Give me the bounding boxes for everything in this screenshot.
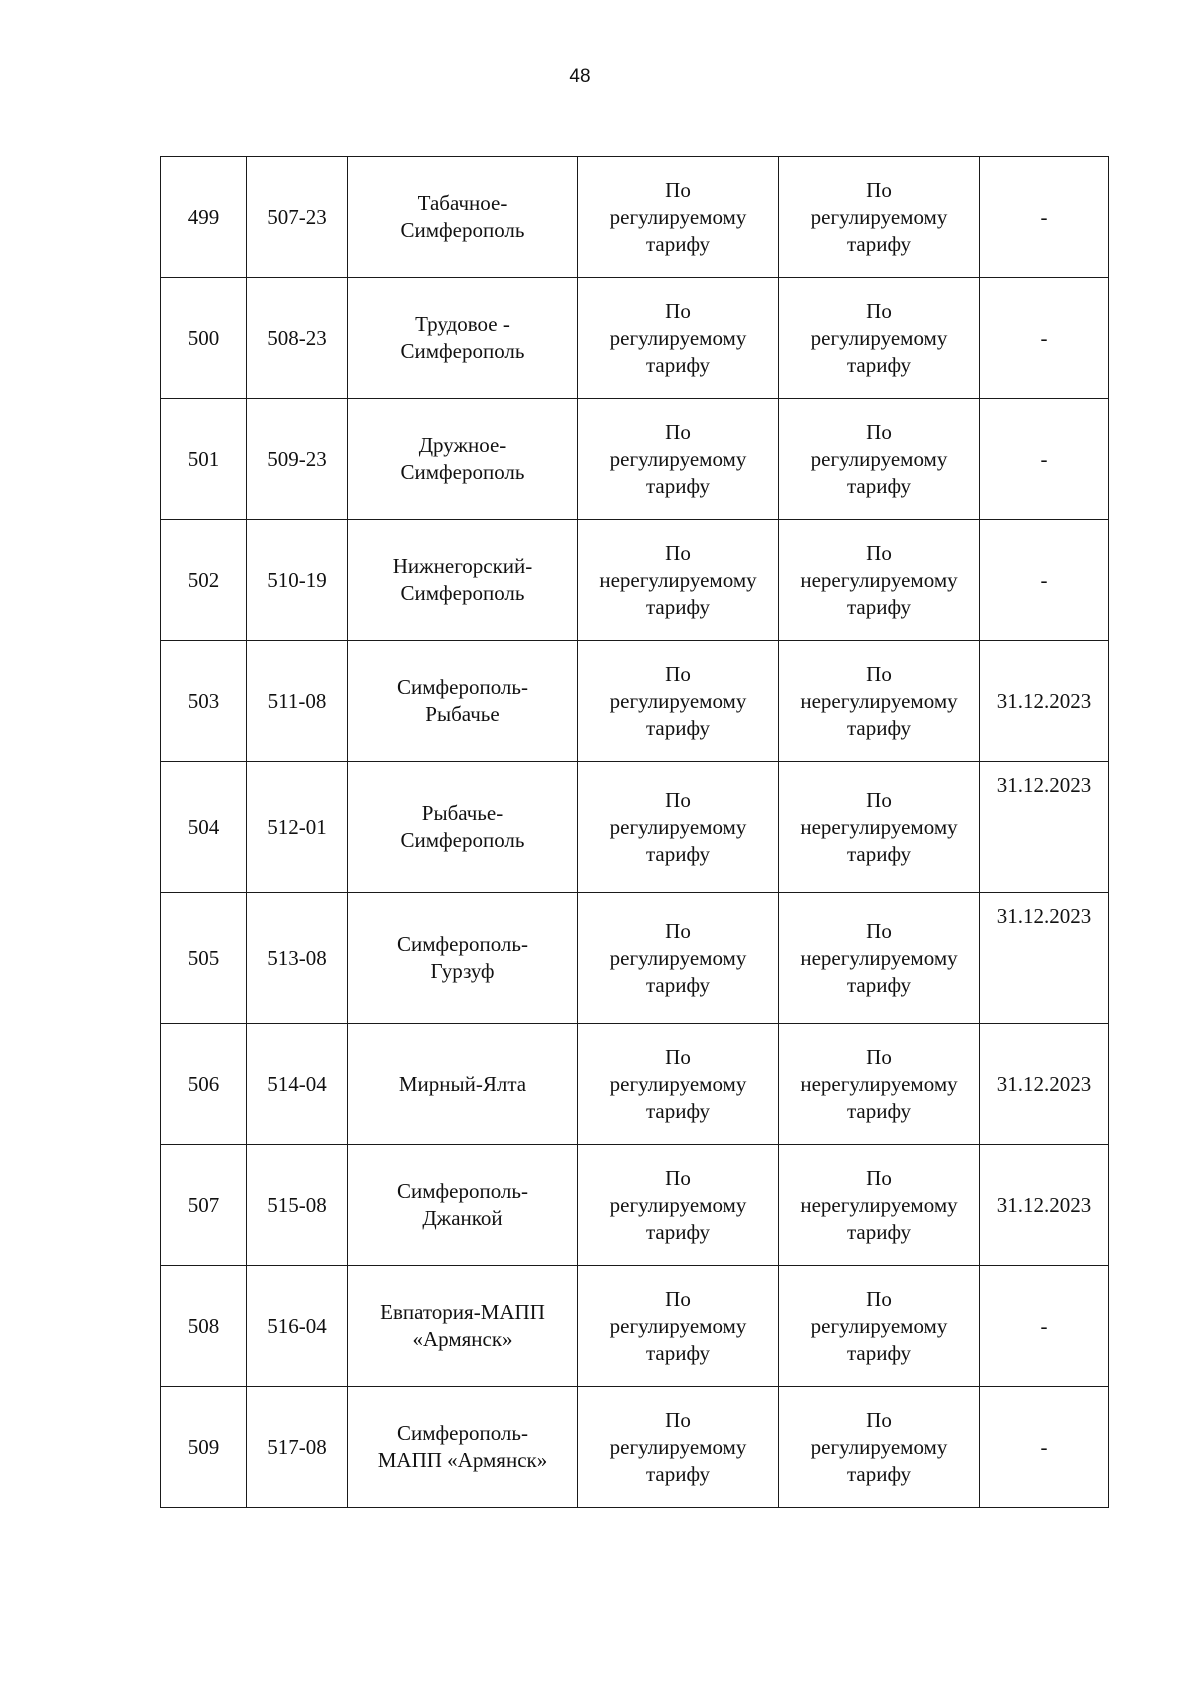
tariff-type-text: По регулируемому тарифу (609, 1044, 747, 1123)
route-code-text: 513-08 (267, 945, 327, 970)
tariff-type-text: По регулируемому тарифу (609, 918, 747, 997)
tariff-type-cell (779, 157, 980, 278)
end-date-cell (980, 1387, 1109, 1508)
tariff-type-cell (578, 641, 779, 762)
table-row (161, 641, 1109, 762)
route-code-text: 512-01 (267, 814, 327, 839)
route-name-text: Рыбачье- Симферополь (400, 801, 525, 852)
end-date-cell (980, 893, 1109, 1024)
row-number-cell (161, 278, 247, 399)
row-number-text: 504 (187, 814, 220, 839)
table-row (161, 893, 1109, 1024)
route-name-cell (348, 399, 578, 520)
route-code-cell (247, 520, 348, 641)
route-code-text: 511-08 (267, 688, 327, 713)
route-name-text: Нижнегорский- Симферополь (392, 554, 533, 605)
end-date-text: 31.12.2023 (996, 1071, 1092, 1096)
route-name-text: Симферополь- МАПП «Армянск» (377, 1421, 548, 1472)
table-row (161, 1145, 1109, 1266)
route-code-cell (247, 157, 348, 278)
end-date-cell (980, 520, 1109, 641)
row-number-text: 506 (187, 1071, 220, 1096)
route-code-text: 510-19 (267, 567, 327, 592)
tariff-type-cell (578, 1266, 779, 1387)
tariff-type-text: По нерегулируемому тарифу (800, 1044, 958, 1123)
row-number-text: 502 (187, 567, 220, 592)
tariff-type-cell (578, 893, 779, 1024)
tariff-type-cell (578, 1145, 779, 1266)
row-number-cell (161, 762, 247, 893)
tariff-type-text: По нерегулируемому тарифу (800, 918, 958, 997)
tariff-type-text: По нерегулируемому тарифу (800, 540, 958, 619)
row-number-cell (161, 1387, 247, 1508)
row-number-cell (161, 1266, 247, 1387)
route-name-cell (348, 520, 578, 641)
route-code-cell (247, 893, 348, 1024)
route-name-text: Табачное- Симферополь (400, 191, 525, 242)
route-name-cell (348, 157, 578, 278)
tariff-type-cell (779, 1145, 980, 1266)
tariff-type-cell (779, 520, 980, 641)
route-name-cell (348, 762, 578, 893)
tariff-type-cell (779, 1266, 980, 1387)
row-number-text: 499 (187, 204, 220, 229)
route-name-text: Трудовое - Симферополь (400, 312, 525, 363)
end-date-text: 31.12.2023 (996, 1192, 1092, 1217)
end-date-text: 31.12.2023 (996, 688, 1092, 713)
route-name-cell (348, 278, 578, 399)
row-number-text: 509 (187, 1434, 220, 1459)
tariff-type-text: По регулируемому тарифу (609, 787, 747, 866)
tariff-type-cell (779, 1387, 980, 1508)
end-date-cell (980, 1266, 1109, 1387)
end-date-cell (980, 641, 1109, 762)
route-name-text: Симферополь- Джанкой (397, 1179, 528, 1230)
row-number-cell (161, 520, 247, 641)
tariff-type-text: По регулируемому тарифу (609, 1407, 747, 1486)
table-row (161, 1266, 1109, 1387)
tariff-type-text: По регулируемому тарифу (609, 1165, 747, 1244)
tariff-type-text: По нерегулируемому тарифу (800, 1165, 958, 1244)
end-date-text: - (1040, 446, 1048, 471)
end-date-text: - (1040, 1434, 1048, 1459)
row-number-text: 501 (187, 446, 220, 471)
route-code-cell (247, 1387, 348, 1508)
tariff-type-cell (578, 1387, 779, 1508)
row-number-text: 505 (187, 945, 220, 970)
end-date-cell (980, 1145, 1109, 1266)
row-number-cell (161, 641, 247, 762)
route-code-cell (247, 1266, 348, 1387)
route-code-text: 517-08 (267, 1434, 327, 1459)
route-code-cell (247, 278, 348, 399)
route-name-text: Евпатория-МАПП «Армянск» (380, 1300, 545, 1351)
row-number-cell (161, 893, 247, 1024)
tariff-type-text: По регулируемому тарифу (609, 1286, 747, 1365)
route-code-text: 507-23 (267, 204, 327, 229)
route-code-text: 516-04 (267, 1313, 327, 1338)
tariff-type-cell (779, 1024, 980, 1145)
route-name-text: Мирный-Ялта (398, 1071, 527, 1096)
tariff-type-text: По регулируемому тарифу (609, 419, 747, 498)
tariff-type-text: По регулируемому тарифу (810, 177, 948, 256)
tariff-type-cell (578, 399, 779, 520)
table-row (161, 399, 1109, 520)
end-date-text: 31.12.2023 (996, 904, 1092, 928)
route-name-text: Симферополь- Гурзуф (397, 932, 528, 983)
table-row (161, 1024, 1109, 1145)
row-number-cell (161, 157, 247, 278)
tariff-type-cell (779, 641, 980, 762)
table-row (161, 278, 1109, 399)
route-code-text: 508-23 (267, 325, 327, 350)
route-code-cell (247, 1145, 348, 1266)
table-row (161, 520, 1109, 641)
routes-table-body (161, 157, 1109, 1508)
end-date-cell (980, 1024, 1109, 1145)
routes-table (160, 156, 1109, 1508)
end-date-cell (980, 278, 1109, 399)
route-code-cell (247, 1024, 348, 1145)
tariff-type-text: По нерегулируемому тарифу (800, 661, 958, 740)
route-code-cell (247, 641, 348, 762)
row-number-cell (161, 1145, 247, 1266)
route-name-cell (348, 1266, 578, 1387)
row-number-cell (161, 399, 247, 520)
end-date-text: - (1040, 1313, 1048, 1338)
route-name-cell (348, 893, 578, 1024)
tariff-type-text: По нерегулируемому тарифу (599, 540, 757, 619)
end-date-cell (980, 399, 1109, 520)
route-name-cell (348, 1145, 578, 1266)
tariff-type-cell (578, 520, 779, 641)
tariff-type-cell (578, 157, 779, 278)
tariff-type-cell (578, 1024, 779, 1145)
route-code-text: 509-23 (267, 446, 327, 471)
table-row (161, 762, 1109, 893)
tariff-type-text: По нерегулируемому тарифу (800, 787, 958, 866)
row-number-text: 503 (187, 688, 220, 713)
row-number-text: 500 (187, 325, 220, 350)
end-date-text: - (1040, 567, 1048, 592)
tariff-type-cell (578, 762, 779, 893)
row-number-text: 508 (187, 1313, 220, 1338)
tariff-type-text: По регулируемому тарифу (810, 419, 948, 498)
end-date-text: 31.12.2023 (996, 773, 1092, 797)
page-number: 48 (569, 66, 591, 87)
route-code-cell (247, 762, 348, 893)
tariff-type-text: По регулируемому тарифу (810, 298, 948, 377)
tariff-type-cell (779, 762, 980, 893)
route-code-text: 515-08 (267, 1192, 327, 1217)
tariff-type-text: По регулируемому тарифу (609, 177, 747, 256)
end-date-text: - (1040, 325, 1048, 350)
tariff-type-cell (779, 278, 980, 399)
row-number-text: 507 (187, 1192, 220, 1217)
tariff-type-cell (779, 893, 980, 1024)
tariff-type-text: По регулируемому тарифу (810, 1407, 948, 1486)
end-date-cell (980, 762, 1109, 893)
route-name-text: Дружное- Симферополь (400, 433, 525, 484)
route-name-cell (348, 1387, 578, 1508)
tariff-type-text: По регулируемому тарифу (810, 1286, 948, 1365)
row-number-cell (161, 1024, 247, 1145)
route-code-text: 514-04 (267, 1071, 327, 1096)
tariff-type-text: По регулируемому тарифу (609, 298, 747, 377)
route-name-text: Симферополь- Рыбачье (397, 675, 528, 726)
route-code-cell (247, 399, 348, 520)
tariff-type-text: По регулируемому тарифу (609, 661, 747, 740)
tariff-type-cell (779, 399, 980, 520)
end-date-cell (980, 157, 1109, 278)
table-row (161, 1387, 1109, 1508)
table-row (161, 157, 1109, 278)
tariff-type-cell (578, 278, 779, 399)
route-name-cell (348, 641, 578, 762)
route-name-cell (348, 1024, 578, 1145)
end-date-text: - (1040, 204, 1048, 229)
